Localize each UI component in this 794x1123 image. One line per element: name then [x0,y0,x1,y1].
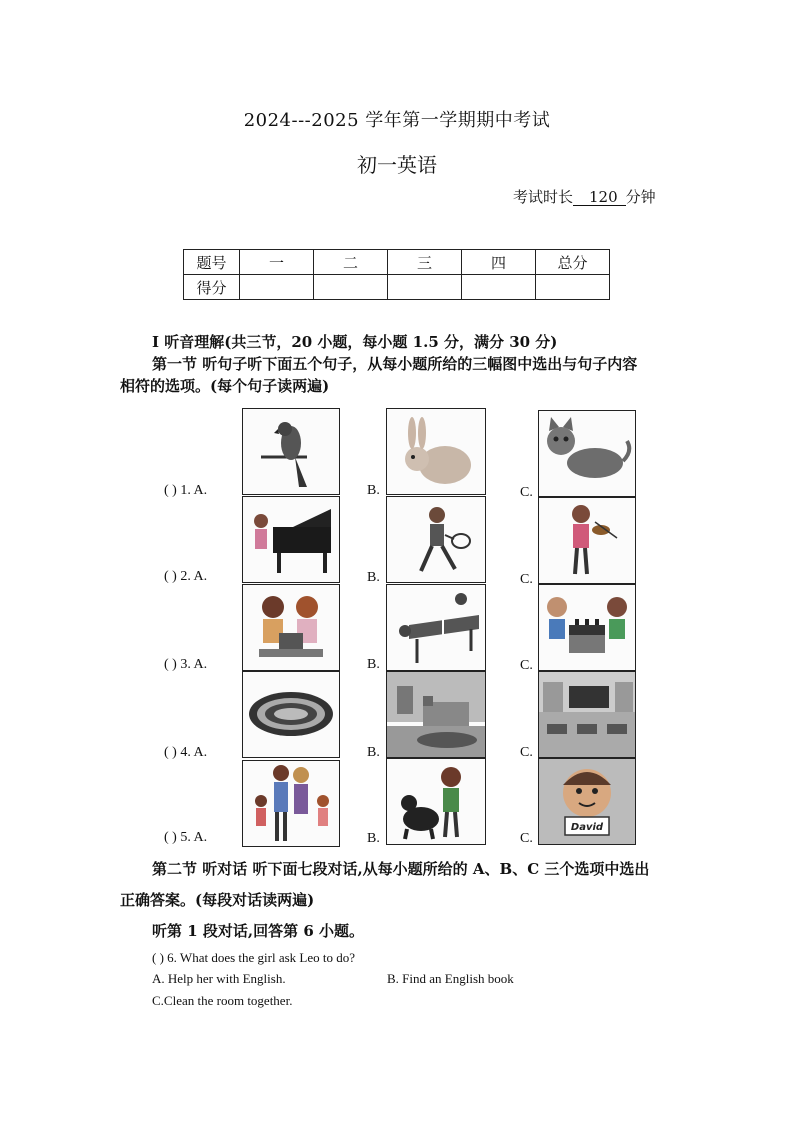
boy-with-dog-icon [386,758,486,845]
duration-suffix: 分钟 [625,188,656,206]
option-b-label: B. [367,483,380,498]
boy-name-tag-icon [538,758,636,845]
parrot-icon [242,408,340,495]
score-blank-cell [388,275,462,300]
exam-subject: 初一英语 [357,153,437,177]
question-6-option-c: C.Clean the room together. [152,993,293,1008]
question-3-label: ( ) 3. A. [164,657,208,672]
name-tag-text: David [570,822,604,833]
option-c-label: C. [520,485,533,500]
bedroom-icon [386,671,486,758]
option-b-label: B. [367,657,380,672]
section2-instructions-line1: 第二节 听对话 听下面七段对话,从每小题所给的 A、B、C 三个选项中选出 [152,860,650,878]
section1-instructions-line1: 第一节 听句子听下面五个句子，从每小题所给的三幅图中选出与句子内容 [152,355,638,373]
score-cell: 四 [462,250,536,275]
option-c-label: C. [520,831,533,846]
reading-icon [242,584,340,671]
family-icon [242,760,340,847]
violin-icon [538,497,636,584]
question-6-option-b: B. Find an English book [387,971,514,986]
score-blank-cell [240,275,314,300]
question-6-stem: ( ) 6. What does the girl ask Leo to do? [152,950,356,965]
cat-icon [538,410,636,497]
rug-icon [242,671,340,758]
score-cell: 三 [388,250,462,275]
rabbit-icon [386,408,486,495]
section2-instructions-line2: 正确答案。(每段对话读两遍) [120,891,315,909]
duration-prefix: 考试时长 [513,188,574,206]
score-table [183,249,610,300]
ping-pong-icon [386,584,486,671]
question-5-label: ( ) 5. A. [164,830,208,845]
dialog-intro: 听第 1 段对话,回答第 6 小题。 [152,922,364,940]
score-cell: 二 [314,250,388,275]
piano-icon [242,496,340,583]
score-blank-cell [314,275,388,300]
question-4-label: ( ) 4. A. [164,745,208,760]
question-6-option-a: A. Help her with English. [152,971,286,986]
score-blank-cell [462,275,536,300]
duration-value: 120 [573,189,626,206]
option-c-label: C. [520,572,533,587]
exam-duration [513,186,656,207]
score-cell: 得分 [184,275,240,300]
question-1-label: ( ) 1. A. [164,483,208,498]
classroom-icon [538,671,636,758]
score-table-score-row [184,275,610,300]
score-cell: 总分 [536,250,610,275]
option-c-label: C. [520,658,533,673]
section1-instructions-line2: 相符的选项。(每个句子读两遍) [120,377,330,395]
score-cell: 题号 [184,250,240,275]
option-b-label: B. [367,745,380,760]
tennis-icon [386,496,486,583]
option-b-label: B. [367,831,380,846]
part1-heading: I 听音理解(共三节，20 小题，每小题 1.5 分，满分 30 分) [152,333,558,351]
chess-icon [538,584,636,671]
score-table-header-row [184,250,610,275]
score-blank-cell [536,275,610,300]
option-b-label: B. [367,570,380,585]
score-cell: 一 [240,250,314,275]
exam-title: 2024---2025 学年第一学期期中考试 [243,110,551,131]
question-2-label: ( ) 2. A. [164,569,208,584]
option-c-label: C. [520,745,533,760]
